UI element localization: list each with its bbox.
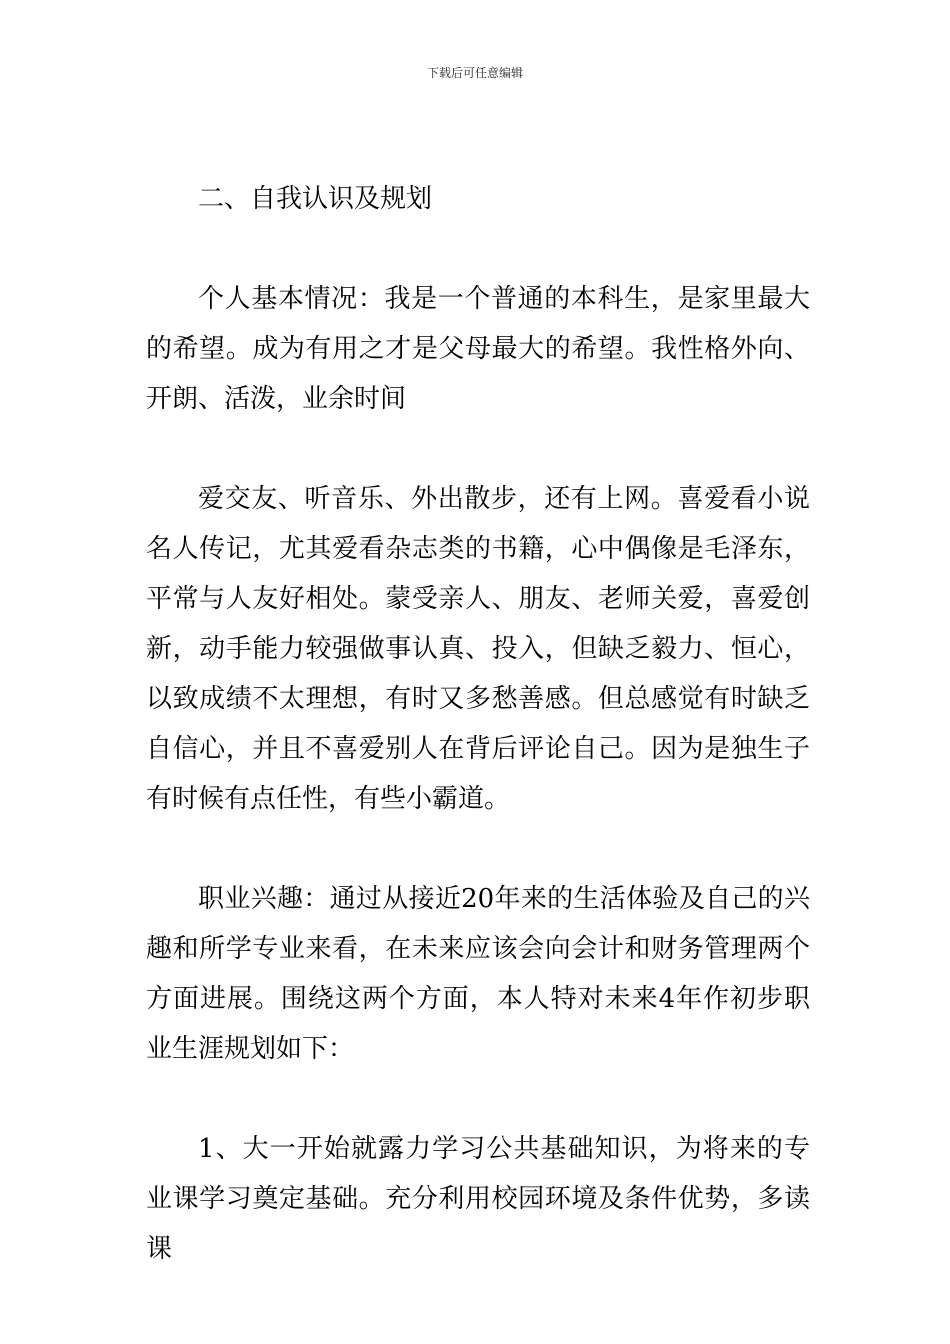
- section-heading: 二、自我认识及规划: [198, 184, 433, 214]
- paragraph-plan-year-one: 1、大一开始就露力学习公共基础知识，为将来的专业课学习奠定基础。充分利用校园环境及条件优势，多读课: [146, 1134, 810, 1264]
- paragraph-career-interest: 职业兴趣：通过从接近20年来的生活体验及自己的兴趣和所学专业来看，在未来应该会向会计和财务管理两个方面进展。围绕这两个方面，本人特对未来4年作初步职业生涯规划如下：: [146, 884, 810, 1064]
- paragraph-hobbies-personality: 爱交友、听音乐、外出散步，还有上网。喜爱看小说名人传记，尤其爱看杂志类的书籍，心中偶像是毛泽东，平常与人友好相处。蒙受亲人、朋友、老师关爱，喜爱创新，动手能力较强做事认真、投入，但缺乏毅力、恒心，以致成绩不太理想，有时又多愁善感。但总感觉有时缺乏自信心，并且不喜爱别人在背后评论自己。因为是独生子有时候有点任性，有些小霸道。: [146, 484, 810, 814]
- page-header-note: 下载后可任意编辑: [426, 66, 523, 80]
- paragraph-personal-info: 个人基本情况：我是一个普通的本科生，是家里最大的希望。成为有用之才是父母最大的希望。我性格外向、开朗、活泼，业余时间: [146, 284, 810, 414]
- document-body: [146, 174, 810, 1324]
